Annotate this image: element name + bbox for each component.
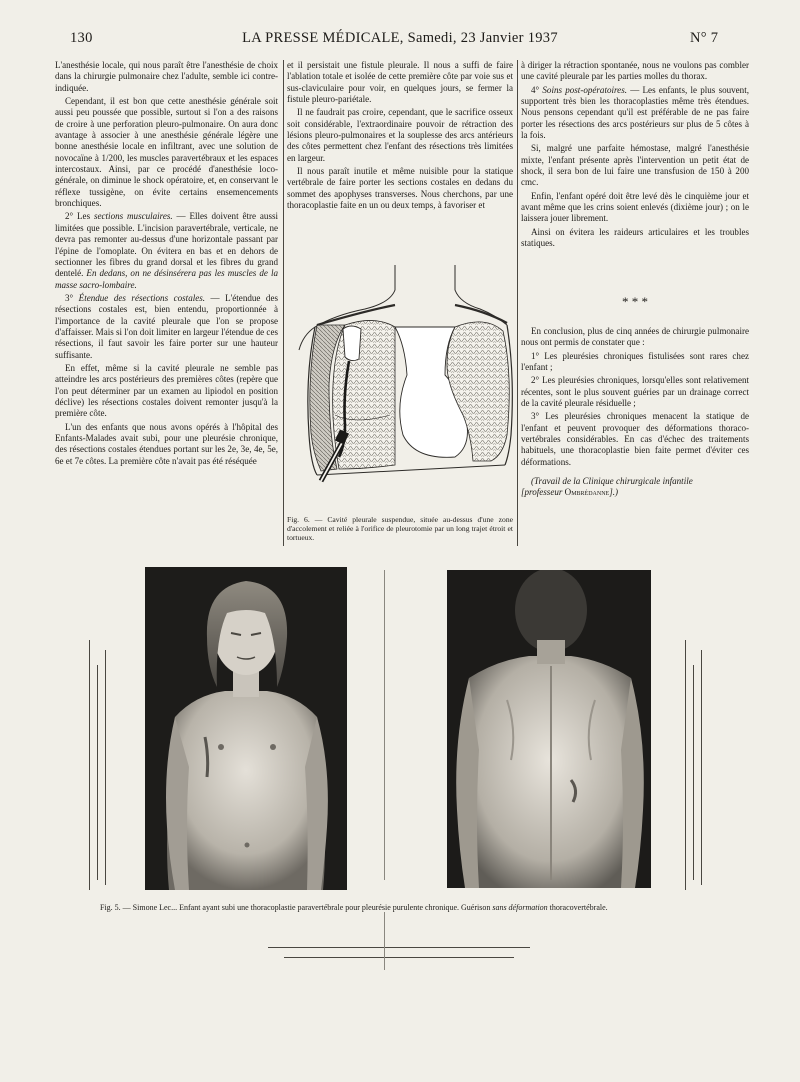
decorative-rule bbox=[384, 912, 385, 970]
decorative-rule bbox=[384, 570, 385, 880]
credit-italic: (Travail de la Clinique chirurgicale infantile bbox=[531, 476, 693, 487]
section-number: 3° bbox=[65, 292, 79, 303]
paragraph-etendue-resections bbox=[55, 293, 278, 361]
credit-name: Ombrédanne bbox=[564, 487, 610, 498]
photo-back-view bbox=[447, 570, 651, 888]
paragraph: Il ne faudrait pas croire, cependant, que le sacrifice osseux soit considérable, l'extraordinaire pouvoir de rétraction des lésions pleuro-pulmonaires et la souplesse des arcs antérieurs des côtes permettent chez l'enfant des résections très limitées en largeur. bbox=[287, 107, 513, 163]
paragraph-sections-musculaires bbox=[55, 211, 278, 290]
paragraph: Il nous paraît inutile et même nuisible pour la statique vertébrale de faire porter les sections costales en dedans du sommet des apophyses transverses. Nous cherchons, par une thoracoplastie faite en un ou deux temps, à favoriser et bbox=[287, 166, 513, 211]
text-column-2 bbox=[287, 60, 513, 213]
decorative-rule bbox=[89, 640, 90, 890]
paragraph-soins-post-operatoires bbox=[521, 85, 749, 142]
caption-italic: sans déformation bbox=[492, 903, 548, 912]
paragraph: Enfin, l'enfant opéré doit être levé dès le cinquième jour et avant même que les crins soient enlevés (dixième jour) ; on le laissera jouer librement. bbox=[521, 190, 749, 224]
section-body: — L'étendue des résections costales est, bien entendu, proportionnée à l'importance de la cavité pleurale que l'on se propose d'affaisser. Mais si l'on doit limiter en largeur l'étendue de ces résections, il faut savoir les faire porter sur une hauteur suffisante. bbox=[55, 292, 278, 360]
paragraph: L'un des enfants que nous avons opérés à l'hôpital des Enfants-Malades avait subi, pour une pleurésie chronique, des résections costales étendues portant sur les 2e, 3e, 4e, 5e, 6e et 7e côtes. La première côte n'avait pas été réséquée bbox=[55, 421, 278, 466]
text-column-3-conclusion bbox=[521, 326, 749, 501]
decorative-rule bbox=[693, 665, 694, 880]
paragraph: En conclusion, plus de cinq années de chirurgie pulmonaire nous ont permis de constater que : bbox=[521, 326, 749, 348]
thorax-diagram bbox=[295, 265, 517, 510]
paragraph: et il persistait une fistule pleurale. Il nous a suffi de faire l'ablation totale et isolée de cette première côte par voie sus et sus-claviculaire pour voir, en quelques jours, se fermer la fistule pleuro-pariétale. bbox=[287, 60, 513, 105]
page-number: 130 bbox=[70, 30, 93, 46]
section-body: — Les enfants, le plus souvent, supportent très bien les thoracoplasties même très étendues. Nous pensons cependant qu'il est préférable de ne pas faire porter les résections des arcs postérieurs sur plus de 5 côtes à la fois. bbox=[521, 84, 749, 141]
figure-6-illustration bbox=[295, 265, 517, 510]
paragraph: à diriger la rétraction spontanée, nous ne voulons pas combler une cavité pleurale par les parties molles du thorax. bbox=[521, 60, 749, 82]
paragraph: 3° Les pleurésies chroniques menacent la statique de l'enfant et peuvent provoquer des déformations thoraco-vertébrales considérables. En cas d'échec des traitements habituels, une thoracoplastie bien faite permet d'éviter ces déformations. bbox=[521, 411, 749, 467]
decorative-rule bbox=[685, 640, 686, 890]
paragraph: Ainsi on évitera les raideurs articulaires et les troubles statiques. bbox=[521, 226, 749, 249]
paragraph: Si, malgré une parfaite hémostase, malgré l'anesthésie mixte, l'enfant présente après l'intervention un petit état de shock, il sera bon de lui faire une transfusion de 150 à 200 cmc. bbox=[521, 143, 749, 188]
child-front-photo bbox=[145, 567, 347, 890]
decorative-rule bbox=[105, 650, 106, 885]
text-column-3 bbox=[521, 60, 749, 252]
journal-title: LA PRESSE MÉDICALE, Samedi, 23 Janvier 1937 bbox=[242, 30, 558, 46]
child-back-photo bbox=[447, 570, 651, 888]
photo-front-view bbox=[145, 567, 347, 890]
author-credit bbox=[521, 476, 749, 499]
decorative-rule-bottom bbox=[268, 947, 530, 948]
column-rule bbox=[517, 60, 518, 546]
section-break-asterisks: * * * bbox=[622, 294, 648, 309]
figure-5-caption bbox=[100, 903, 710, 912]
caption-end: thoracovertébrale. bbox=[547, 903, 608, 912]
paragraph: L'anesthésie locale, qui nous paraît être l'anesthésie de choix dans la chirurgie pulmonaire chez l'adulte, semble ici contre-indiquée. bbox=[55, 60, 278, 93]
decorative-rule bbox=[97, 665, 98, 880]
credit-prof: [professeur bbox=[521, 487, 565, 498]
paragraph: En effet, même si la cavité pleurale ne semble pas atteindre les arcs postérieurs des premières côtes (repère que l'on peut déterminer par un examen au lipiodol en position déclive) les résections costales doivent remonter jusqu'à la première côte. bbox=[55, 362, 278, 419]
paragraph: 1° Les pleurésies chroniques fistulisées sont rares chez l'enfant ; bbox=[521, 350, 749, 373]
text-column-1 bbox=[55, 60, 278, 469]
issue-number: N° 7 bbox=[690, 30, 719, 46]
section-body: — Elles doivent être aussi limitées que possible. L'incision paravertébrale, verticale, ne devra pas remonter au-dessus d'une horizontale passant par l'épine de l'omoplate. On évitera en bas et en dehors de sectionner les fibres du grand dorsal et les fibres du grand dentelé. bbox=[55, 211, 279, 279]
credit-end: ].) bbox=[609, 487, 618, 498]
decorative-rule bbox=[701, 650, 702, 885]
section-heading: Soins post-opératoires. bbox=[542, 84, 627, 95]
decorative-rule-bottom bbox=[284, 957, 514, 958]
paragraph: 2° Les pleurésies chroniques, lorsqu'elles sont relativement récentes, sont le plus souvent guéries par un drainage correct de la cavité pleurale résiduelle ; bbox=[521, 375, 749, 409]
column-rule bbox=[283, 60, 284, 546]
figure-6-caption: Fig. 6. — Cavité pleurale suspendue, située au-dessus d'une zone d'accolement et reliée à l'orifice de pleurotomie par un long trajet étroit et tortueux. bbox=[287, 515, 513, 543]
section-number: 2° Les bbox=[65, 211, 94, 222]
section-italic: En dedans, on ne désinsérera pas les muscles de la masse sacro-lombaire. bbox=[55, 268, 278, 290]
section-heading: sections musculaires. bbox=[93, 211, 173, 222]
section-heading: Étendue des résections costales. bbox=[78, 292, 206, 303]
section-number: 4° bbox=[531, 84, 543, 95]
paragraph: Cependant, il est bon que cette anesthésie générale soit aussi peu poussée que possible, surtout si l'on a des raisons de croire à une perforation pleuro-pulmonaire. On aura donc avantage à associer à une anesthésie générale légère une bonne anesthésie locale en infiltrant, avec une solution de novocaïne à 1/200, les muscles paravertébraux et les espaces intercostaux. Ainsi, par ce procédé d'anesthésie loco-générale, on diminue le shock opératoire, et, en conservant le réflexe tussigène, on évite certains ensemencements bronchiques. bbox=[55, 96, 278, 209]
caption-text: Fig. 5. — Simone Lec... Enfant ayant subi une thoracoplastie paravertébrale pour pleurésie purulente chronique. Guérison bbox=[100, 903, 493, 912]
